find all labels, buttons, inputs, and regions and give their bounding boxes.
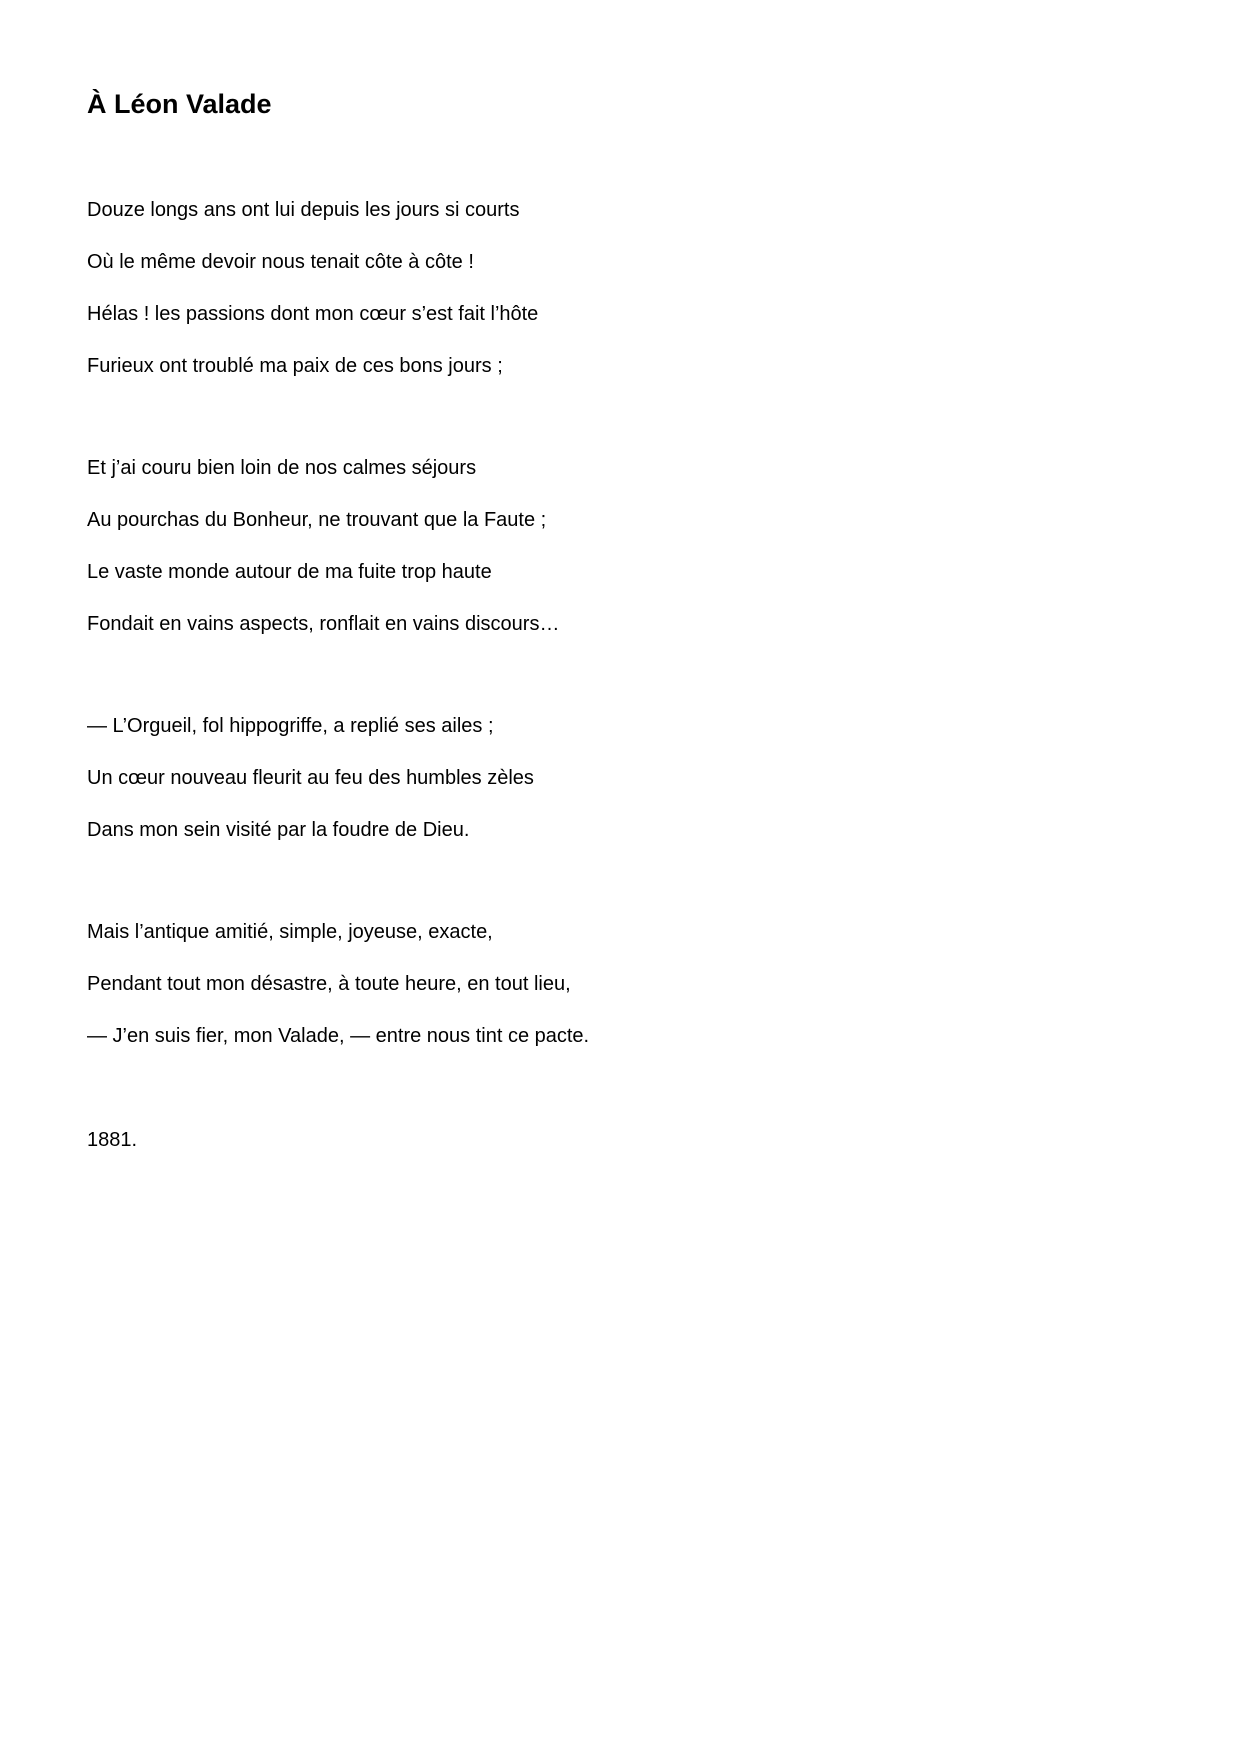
poem-title: À Léon Valade (87, 89, 272, 119)
poem-line: Furieux ont troublé ma paix de ces bons jours ; (87, 355, 503, 377)
poem-date: 1881. (87, 1129, 138, 1151)
poem-line: Douze longs ans ont lui depuis les jours si courts (87, 199, 520, 221)
poem-line: Où le même devoir nous tenait côte à côte ! (87, 251, 474, 273)
poem-line: Hélas ! les passions dont mon cœur s’est fait l’hôte (87, 303, 539, 325)
poem-line: — L’Orgueil, fol hippogriffe, a replié ses ailes ; (87, 715, 494, 737)
poem-line: Au pourchas du Bonheur, ne trouvant que la Faute ; (87, 509, 547, 531)
poem-line: Un cœur nouveau fleurit au feu des humbles zèles (87, 767, 534, 789)
poem-line: Mais l’antique amitié, simple, joyeuse, exacte, (87, 921, 493, 943)
poem-line: — J’en suis fier, mon Valade, — entre nous tint ce pacte. (87, 1025, 590, 1047)
poem-line: Dans mon sein visité par la foudre de Dieu. (87, 819, 470, 841)
poem-line: Fondait en vains aspects, ronflait en vains discours… (87, 613, 560, 635)
poem-line: Le vaste monde autour de ma fuite trop haute (87, 561, 492, 583)
poem-line: Pendant tout mon désastre, à toute heure, en tout lieu, (87, 973, 571, 995)
poem-line: Et j’ai couru bien loin de nos calmes séjours (87, 457, 477, 479)
